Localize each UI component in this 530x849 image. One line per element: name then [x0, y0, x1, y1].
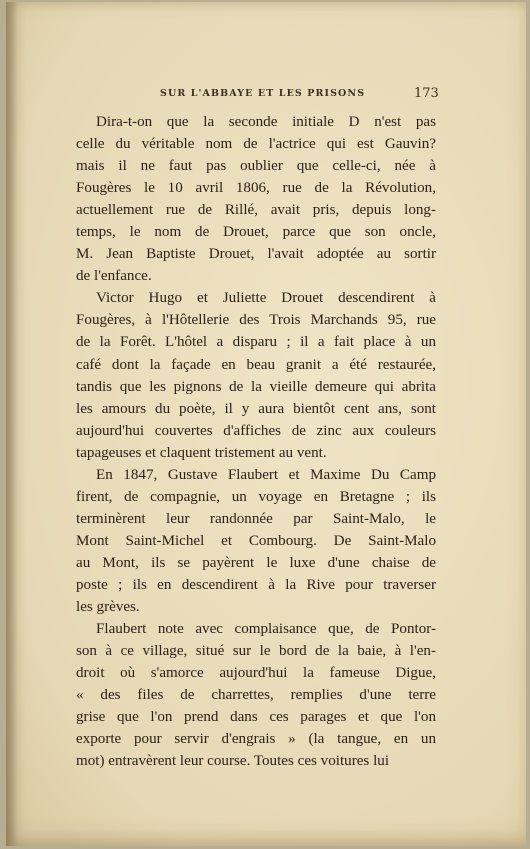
text-line: les amours du poète, il y aura bientôt cent ans, sont — [76, 400, 436, 417]
text-line: droit où s'amorce aujourd'hui la fameuse Digue, — [76, 665, 436, 682]
text-line: celle du véritable nom de l'actrice qui est Gauvin? — [76, 136, 436, 153]
text-line: Dira-t-on que la seconde initiale D n'est pas — [96, 114, 436, 130]
text-line: de l'enfance. — [76, 268, 152, 285]
running-head — [6, 88, 526, 106]
text-line: exporte pour servir d'engrais » (la tangue, en un — [76, 731, 436, 748]
text-line: poste ; ils en descendirent à la Rive pour traverser — [76, 576, 436, 593]
paragraph — [76, 111, 436, 287]
body-text — [76, 111, 436, 772]
text-line: Fougères le 10 avril 1806, rue de la Révolution, — [76, 180, 436, 197]
text-line: de la Forêt. L'hôtel a disparu ; il a fait place à un — [76, 334, 436, 351]
text-line: actuellement rue de Rillé, avait pris, depuis long- — [76, 202, 436, 219]
text-line: tandis que les pignons de la vieille demeure qui abrita — [76, 378, 436, 395]
book-page — [6, 2, 526, 846]
text-line: aujourd'hui couvertes d'affiches de zinc aux couleurs — [76, 422, 436, 439]
text-line: son à ce village, situé sur le bord de la baie, à l'en- — [76, 643, 436, 660]
text-line: M. Jean Baptiste Drouet, l'avait adoptée au sortir — [76, 246, 436, 263]
text-line: temps, le nom de Drouet, parce que son oncle, — [76, 224, 436, 241]
text-line: café dont la façade en beau granit a été restaurée, — [76, 356, 436, 373]
paragraph — [76, 618, 436, 772]
text-line: grise que l'on prend dans ces parages et que l'on — [76, 709, 436, 726]
text-line: firent, de compagnie, un voyage en Bretagne ; ils — [76, 488, 436, 505]
running-title: SUR L'ABBAYE ET LES PRISONS — [160, 88, 366, 99]
text-line: Mont Saint-Michel et Combourg. De Saint-Malo — [76, 532, 436, 549]
paragraph — [76, 287, 436, 463]
text-line: Fougères, à l'Hôtellerie des Trois Marchands 95, rue — [76, 312, 436, 329]
text-line: Victor Hugo et Juliette Drouet descendirent à — [96, 290, 436, 307]
text-line: mot) entravèrent leur course. Toutes ces voitures lui — [76, 753, 390, 770]
text-line: En 1847, Gustave Flaubert et Maxime Du Camp — [96, 466, 436, 483]
text-line: au Mont, ils se payèrent le luxe d'une chaise de — [76, 554, 436, 571]
text-line: tapageuses et claquent tristement au vent. — [76, 444, 327, 461]
text-line: mais il ne faut pas oublier que celle-ci, née à — [76, 158, 436, 175]
text-line: « des files de charrettes, remplies d'une terre — [76, 687, 436, 704]
text-line: les grèves. — [76, 599, 140, 616]
page-number: 173 — [414, 86, 439, 101]
page-gutter-shadow — [6, 2, 18, 846]
text-line: Flaubert note avec complaisance que, de Pontor- — [96, 621, 436, 638]
paragraph — [76, 464, 436, 618]
text-line: terminèrent leur randonnée par Saint-Malo, le — [76, 510, 436, 527]
